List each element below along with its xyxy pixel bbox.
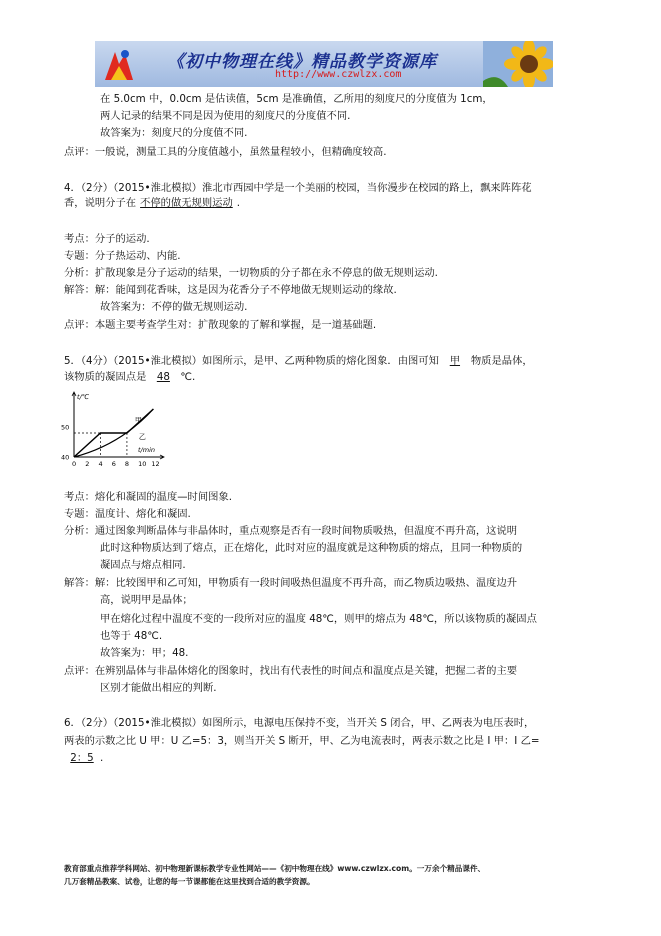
field-text: 通过图象判断晶体与非晶体时，重点观察是否有一段时间物质吸热，但温度不再升高，这说明 [94, 525, 518, 537]
stem-text: . [100, 752, 104, 764]
x-tick-label: 4 [98, 460, 103, 468]
footer-line: 教育部重点推荐学科网站、初中物理新课标教学专业性网站——《初中物理在线》www.czwlzx.com。一万余个精品课件、 [64, 864, 486, 873]
banner-title: 《初中物理在线》精品教学资源库 [167, 52, 437, 72]
q5-dianping-line: 区别才能做出相应的判断. [100, 682, 217, 694]
field-label: 分析： [64, 525, 95, 537]
q5-fenxi-line: 此时这种物质达到了熔点，正在熔化，此时对应的温度就是这种物质的熔点，且同一种物质的 [100, 542, 523, 554]
q5-jieda [64, 576, 517, 590]
q5-stem-line [64, 354, 533, 368]
stem-text: ℃. [180, 371, 196, 383]
q5-answer-blank: 48 [156, 371, 170, 383]
site-logo-icon [101, 44, 137, 84]
q4-answer-blank: 不停的做无规则运动 [140, 197, 233, 209]
comment-text: 一般说，测量工具的分度值越小，虽然量程较小，但精确度较高. [94, 146, 387, 158]
stem-text: 物质是晶体， [470, 355, 533, 367]
field-label: 点评： [64, 319, 95, 331]
q5-kaodian [64, 490, 232, 504]
q6-stem-line: 两表的示数之比 U 甲：U 乙=5：3，则当开关 S 断开，甲、乙为电流表时，两表示数之比是 I 甲：I 乙= [64, 735, 540, 747]
melting-graph-chart [60, 391, 170, 469]
q6-answer-blank: 2：5 [70, 752, 94, 764]
field-text: 解：比较图甲和乙可知，甲物质有一段时间吸热但温度不再升高，而乙物质边吸热、温度边升 [94, 577, 518, 589]
y-tick-label: 50 [61, 423, 70, 432]
x-tick-label: 0 [72, 460, 77, 468]
footer-line: 几万套精品教案、试卷，让您的每一节课都能在这里找到合适的教学资源。 [64, 877, 315, 886]
y-tick-label: 40 [61, 453, 70, 462]
banner-url[interactable]: http://www.czwlzx.com [275, 69, 402, 80]
q4-zhuanti [64, 249, 181, 263]
q5-jieda-line: 也等于 48℃. [100, 630, 163, 642]
x-axis-label: t/min [138, 446, 155, 454]
q3-analysis-line: 在 5.0cm 中，0.0cm 是估读值，5cm 是准确值，乙所用的刻度尺的分度值为 1cm， [100, 93, 493, 105]
q5-dianping [64, 664, 517, 678]
x-tick-label: 6 [111, 460, 116, 468]
q4-kaodian [64, 232, 150, 246]
field-text: 分子的运动. [94, 233, 150, 245]
field-label: 考点： [64, 233, 95, 245]
field-text: 本题主要考查学生对：扩散现象的了解和掌握，是一道基础题. [94, 319, 377, 331]
stem-text: . [236, 197, 241, 209]
field-label: 专题： [64, 508, 95, 520]
q4-jieda [64, 283, 397, 297]
q4-fenxi [64, 266, 438, 280]
field-text: 熔化和凝固的温度—时间图象. [94, 491, 233, 503]
field-text: 在辨别晶体与非晶体熔化的图象时，找出有代表性的时间点和温度点是关键，把握二者的主要 [94, 665, 518, 677]
field-text: 扩散现象是分子运动的结果，一切物质的分子都在永不停息的做无规则运动. [94, 267, 438, 279]
q3-analysis-line: 两人记录的结果不同是因为使用的刻度尺的分度值不同. [100, 110, 351, 122]
q4-stem-line [64, 196, 240, 210]
field-label: 考点： [64, 491, 95, 503]
q4-answer-line: 故答案为：不停的做无规则运动. [100, 301, 248, 313]
field-label: 专题： [64, 250, 95, 262]
stem-text: 香，说明分子在 [64, 197, 137, 209]
q3-comment [64, 145, 386, 159]
field-text: 温度计、熔化和凝固. [94, 508, 191, 520]
q6-stem-line: 6．（2分）（2015•淮北模拟）如图所示，电源电压保持不变，当开关 S 闭合，甲、乙两表为电压表时， [64, 717, 535, 729]
field-label: 解答： [64, 284, 95, 296]
stem-text: 该物质的凝固点是 [64, 371, 147, 383]
q4-stem-line: 4．（2分）（2015•淮北模拟）淮北市西园中学是一个美丽的校园，当你漫步在校园的路上，飘来阵阵花 [64, 182, 532, 194]
series-label: 乙 [138, 433, 146, 441]
x-tick-label: 12 [151, 460, 160, 468]
q5-jieda-line: 甲在熔化过程中温度不变的一段所对应的温度 48℃，则甲的熔点为 48℃，所以该物质的凝固点 [100, 613, 537, 625]
stem-text: 5．（4分）（2015•淮北模拟）如图所示，是甲、乙两种物质的熔化图象．由图可知 [64, 355, 439, 367]
x-tick-label: 2 [85, 460, 90, 468]
q5-zhuanti [64, 507, 191, 521]
field-text: 分子热运动、内能. [94, 250, 181, 262]
q5-fenxi [64, 524, 517, 538]
series-label: 甲 [134, 416, 142, 425]
x-tick-label: 8 [124, 460, 130, 468]
q5-stem-line [64, 370, 195, 384]
q4-dianping [64, 318, 376, 332]
q5-fenxi-line: 凝固点与熔点相同. [100, 559, 186, 571]
header-banner [95, 41, 553, 87]
q6-stem-line [64, 751, 103, 765]
field-label: 点评： [64, 665, 95, 677]
comment-label: 点评： [64, 146, 95, 158]
y-axis-label: t/℃ [77, 393, 90, 401]
x-tick-label: 10 [138, 460, 147, 468]
q3-answer-line: 故答案为：刻度尺的分度值不同. [100, 127, 248, 139]
q5-answer-blank: 甲 [449, 355, 461, 367]
field-label: 解答： [64, 577, 95, 589]
field-label: 分析： [64, 267, 95, 279]
field-text: 解：能闻到花香味，这是因为花香分子不停地做无规则运动的缘故. [94, 284, 397, 296]
q5-answer-line: 故答案为：甲；48. [100, 647, 189, 659]
q5-jieda-line: 高，说明甲是晶体； [100, 594, 193, 606]
sunflower-icon [483, 41, 553, 87]
